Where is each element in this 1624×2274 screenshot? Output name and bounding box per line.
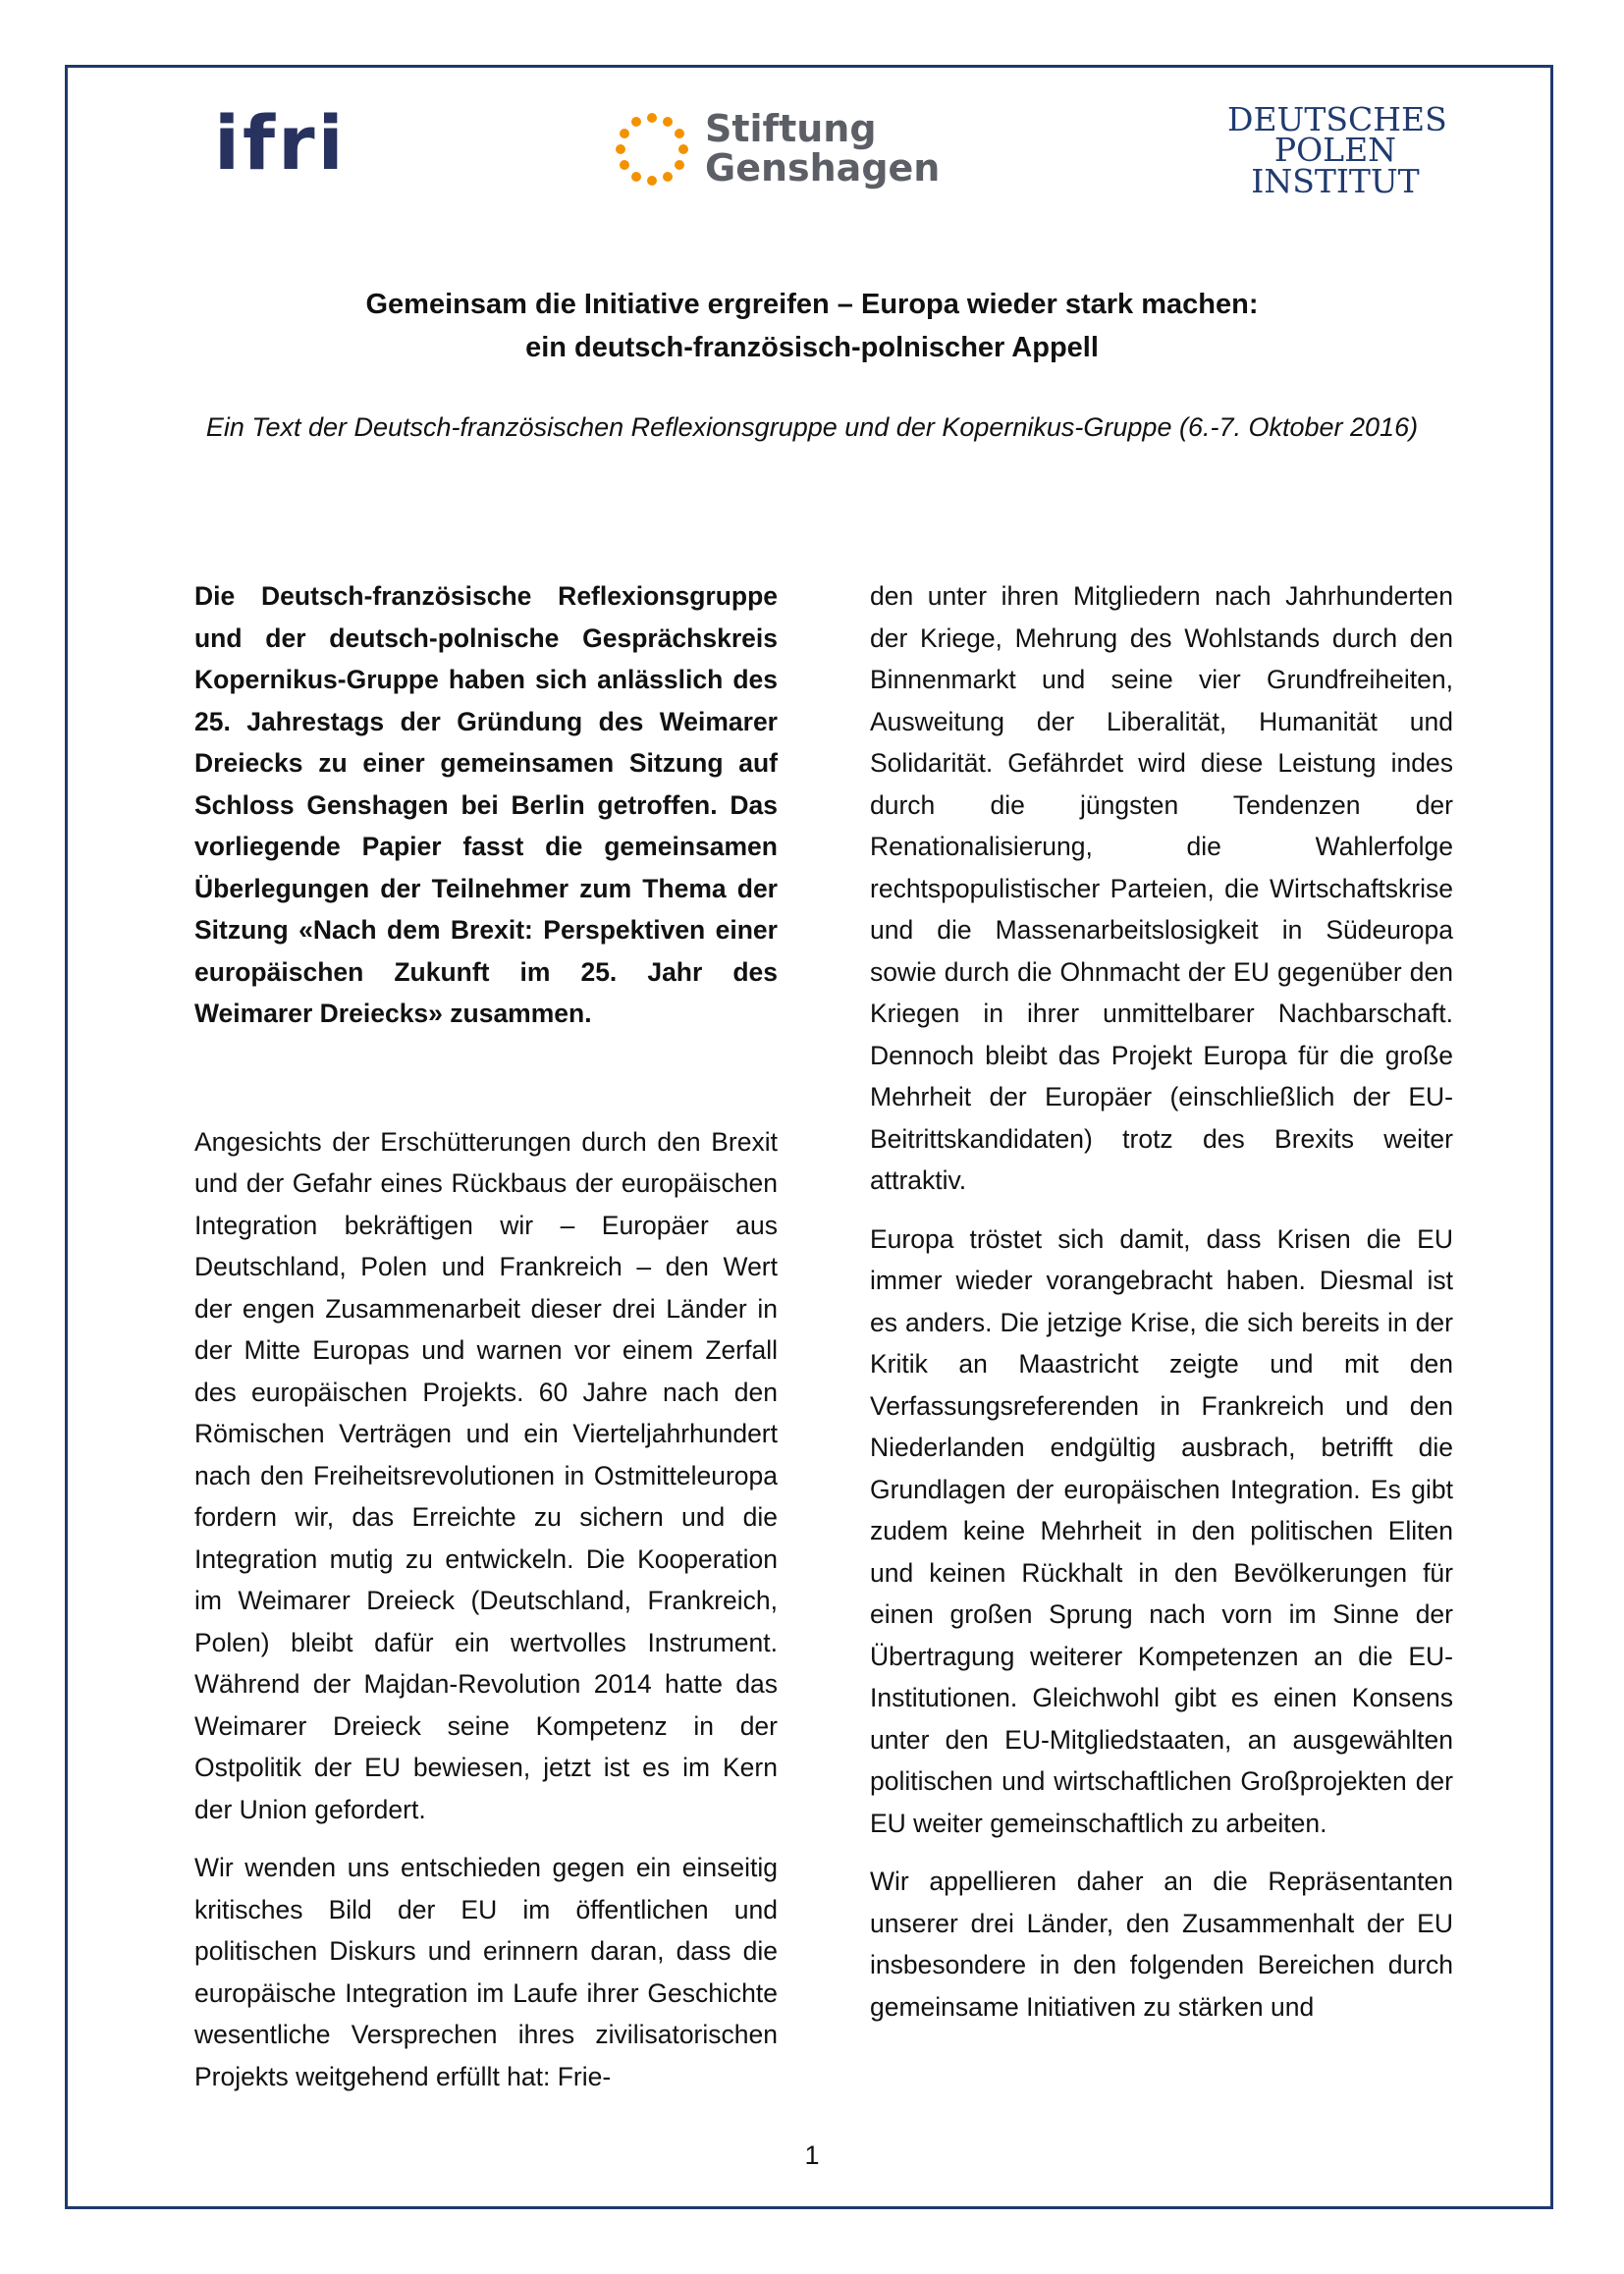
title-line-1: Gemeinsam die Initiative ergreifen – Europa wieder stark machen:	[365, 289, 1259, 320]
deutsches-polen-institut-logo	[1227, 100, 1447, 200]
right-column	[870, 575, 1453, 2028]
document-title	[137, 283, 1487, 369]
stiftung-genshagen-logo	[613, 107, 941, 190]
lead-paragraph: Die Deutsch-französische Reflexionsgruppe und der deutsch-polnische Gesprächskreis Kopernikus-Gruppe haben sich anlässlich des 25. Jahrestags der Gründung des Weimarer Dreiecks zu einer gemeinsamen Sitzung auf Schloss Genshagen bei Berlin getroffen. Das vorliegende Papier fasst die gemeinsamen Überlegungen der Teilnehmer zum Thema der Sitzung «Nach dem Brexit: Perspektiven einer europäischen Zukunft im 25. Jahr des Weimarer Dreiecks» zusammen.	[194, 581, 778, 1028]
dpi-logo-line1: DEUTSCHES	[1227, 100, 1447, 138]
left-column	[194, 575, 778, 2097]
body-paragraph: Wir appellieren daher an die Repräsentanten unserer drei Länder, den Zusammenhalt der EU insbesondere in den folgenden Bereichen durch gemeinsame Initiativen zu stärken und	[870, 1867, 1453, 2022]
body-paragraph: Angesichts der Erschütterungen durch den Brexit und der Gefahr eines Rückbaus der europäischen Integration bekräftigen wir – Europäer aus Deutschland, Polen und Frankreich – den Wert der engen Zusammenarbeit dieser drei Länder in der Mitte Europas und warnen vor einem Zerfall des europäischen Projekts. 60 Jahre nach den Römischen Verträgen und ein Vierteljahrhundert nach den Freiheitsrevolutionen in Ostmitteleuropa fordern wir, das Erreichte zu sichern und die Integration mutig zu entwickeln. Die Kooperation im Weimarer Dreieck (Deutschland, Frankreich, Polen) bleibt dafür ein wertvolles Instrument. Während der Majdan-Revolution 2014 hatte das Weimarer Dreieck seine Kompetenz in der Ostpolitik der EU bewiesen, jetzt ist es im Kern der Union gefordert.	[194, 1126, 778, 1824]
stiftung-logo-line1: Stiftung	[705, 107, 877, 151]
ifri-logo	[214, 99, 347, 187]
body-paragraph: Europa tröstet sich damit, dass Krisen die EU immer wieder vorangebracht haben. Diesmal ist es anders. Die jetzige Krise, die sich bereits in der Kritik an Maastricht zeigte und mit den Verfassungsreferenden in Frankreich und den Niederlanden endgültig ausbrach, betrifft die Grundlagen der europäischen Integration. Es gibt zudem keine Mehrheit in den politischen Eliten und keinen Rückhalt in den Bevölkerungen für einen großen Sprung nach vorn im Sinne der Übertragung weiterer Kompetenzen an die EU-Institutionen. Gleichwohl gibt es einen Konsens unter den EU-Mitgliedstaaten, an ausgewählten politischen und wirtschaftlichen Großprojekten der EU weiter gemeinschaftlich zu arbeiten.	[870, 1223, 1453, 1838]
dpi-logo-line3: INSTITUT	[1251, 161, 1420, 200]
title-line-2: ein deutsch-französisch-polnischer Appell	[525, 332, 1099, 363]
dpi-logo-line2: POLEN	[1273, 131, 1397, 170]
stiftung-logo-line2: Genshagen	[705, 146, 941, 190]
sun-dots-icon	[613, 110, 691, 189]
page-number: 1	[804, 2140, 820, 2170]
ifri-logo-text: ifri	[214, 99, 347, 187]
document-subtitle: Ein Text der Deutsch-französischen Reflexionsgruppe und der Kopernikus-Gruppe (6.-7. Oktober 2016)	[205, 412, 1419, 442]
body-paragraph: den unter ihren Mitgliedern nach Jahrhunderten der Kriege, Mehrung des Wohlstands durch den Binnenmarkt und seine vier Grundfreiheiten, Ausweitung der Liberalität, Humanität und Solidarität. Gefährdet wird diese Leistung indes durch die jüngsten Tendenzen der Renationalisierung, die Wahlerfolge rechtspopulistischer Parteien, die Wirtschaftskrise und die Massenarbeitslosigkeit in Südeuropa sowie durch die Ohnmacht der EU gegenüber den Kriegen in ihrer unmittelbarer Nachbarschaft. Dennoch bleibt das Projekt Europa für die große Mehrheit der Europäer (einschließlich der EU-Beitrittskandidaten) trotz des Brexits weiter attraktiv.	[870, 581, 1453, 1195]
body-paragraph: Wir wenden uns entschieden gegen ein einseitig kritisches Bild der EU im öffentlichen und politischen Diskurs und erinnern daran, dass die europäische Integration im Laufe ihrer Geschichte wesentliche Versprechen ihres zivilisatorischen Projekts weitgehend erfüllt hat: Frie-	[194, 1853, 778, 2091]
